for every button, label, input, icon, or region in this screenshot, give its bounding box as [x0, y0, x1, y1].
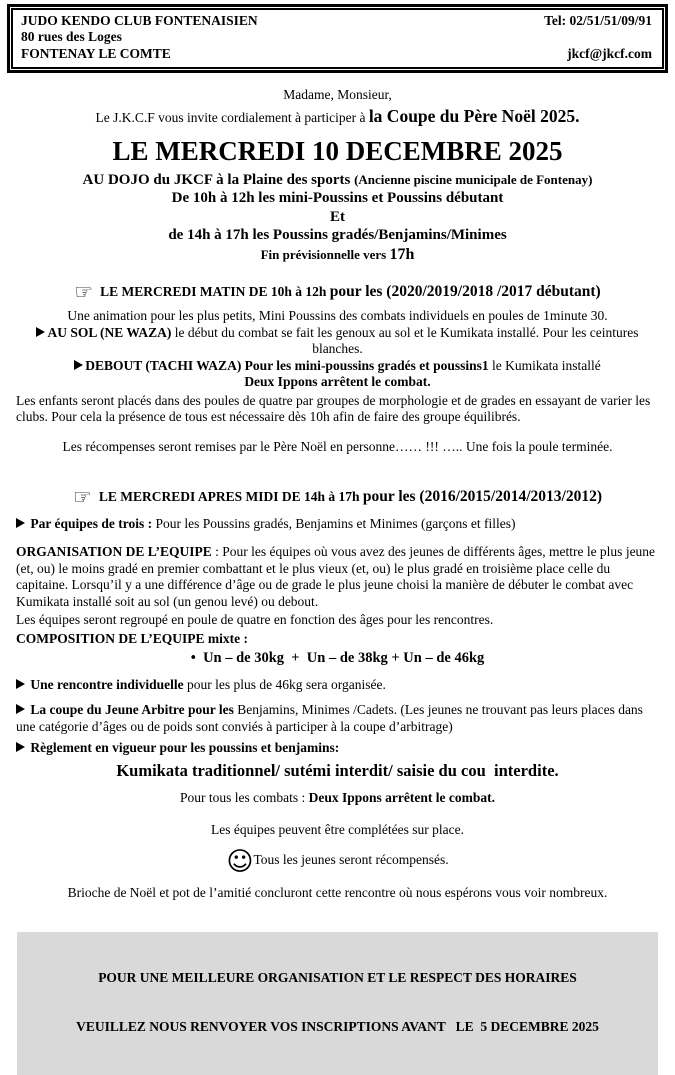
letterhead-inner [11, 8, 664, 69]
individual-text: pour les plus de 46kg sera organisée. [183, 676, 386, 692]
footer-notice [17, 932, 658, 1075]
invitation-line [0, 106, 675, 127]
young-referee-line [16, 702, 659, 735]
invitation-text: Le J.K.C.F vous invite cordialement à participer à [95, 109, 369, 125]
club-phone: Tel: 02/51/51/09/91 [544, 13, 652, 28]
rules-line [16, 740, 659, 756]
footer-line-1: POUR UNE MEILLEURE ORGANISATION ET LE RESPECT DES HORAIRES [98, 969, 577, 985]
teams-of-three-text: Pour les Poussins gradés, Benjamins et Minimes (garçons et filles) [152, 515, 516, 531]
schedule-and: Et [330, 208, 345, 225]
document-page [0, 4, 675, 1035]
page-title: LE MERCREDI 10 DECEMBRE 2025 [112, 136, 563, 167]
kumikata-rule: Kumikata traditionnel/ sutémi interdit/ saisie du cou interdite. [116, 760, 559, 780]
teams-pools-line: Les équipes seront regroupé en poule de quatre en fonction des âges pour les rencontres. [16, 612, 494, 628]
bullet-icon: • [190, 650, 196, 667]
end-time-prefix: Fin prévisionnelle vers [260, 247, 390, 263]
morning-section-title: LE MERCREDI MATIN DE 10h à 12h [100, 283, 330, 299]
arrowhead-icon [74, 360, 83, 370]
closing-line: Brioche de Noël et pot de l’amitié concluront cette rencontre où nous espérons vous voir nombreux. [67, 885, 608, 901]
young-referee-text: Benjamins, Minimes /Cadets. (Les jeunes ne trouvant pas leurs places dans une catégorie d’âges ou de poids sont conviés à participer à la coupe d’arbitrage) [16, 702, 643, 734]
ne-waza-text: le début du combat se fait les genoux au sol et le Kumikata installé. Pour les ceintures blanches. [171, 324, 639, 357]
pools-paragraph: Les enfants seront placés dans des poules de quatre par groupes de morphologie et de grades en essayant de varier les clubs. Pour cela la présence de tous est nécessaire dès 10h afin de faire des groupe équilibrés. [16, 392, 651, 425]
morning-section-years: pour les (2020/2019/2018 /2017 débutant) [329, 282, 601, 300]
arrowhead-icon [16, 518, 25, 528]
all-fights-rule: Deux Ippons arrêtent le combat. [308, 789, 495, 805]
morning-section-header [0, 280, 675, 306]
salutation: Madame, Monsieur, [283, 87, 392, 103]
tachi-waza-line [14, 358, 661, 374]
composition-weights [196, 650, 203, 666]
composition-bullet-text: Un – de 30kg + Un – de 38kg + Un – de 46kg [203, 650, 485, 667]
tachi-waza-text: le Kumikata installé [488, 357, 601, 373]
club-email: jkcf@jkcf.com [567, 45, 652, 61]
letterhead-left [21, 13, 258, 62]
composition-label: COMPOSITION DE L’EQUIPE mixte : [16, 630, 249, 646]
pointing-hand-icon: ☞ [74, 279, 94, 304]
arrowhead-icon [36, 327, 45, 337]
arrowhead-icon [16, 679, 25, 689]
arrowhead-icon [16, 704, 25, 714]
event-name: la Coupe du Père Noël 2025. [368, 105, 580, 126]
rules-label: Règlement en vigueur pour les poussins et benjamins: [27, 740, 340, 756]
tachi-waza-label: DEBOUT (TACHI WAZA) Pour les mini-poussins gradés et poussins1 [85, 357, 489, 373]
club-city: FONTENAY LE COMTE [21, 45, 171, 61]
organisation-label: ORGANISATION DE L’EQUIPE [16, 544, 212, 560]
afternoon-section-header [0, 485, 675, 511]
end-time-line [0, 245, 675, 265]
afternoon-section-years: pour les (2016/2015/2014/2013/2012) [362, 488, 602, 506]
letterhead-box [7, 4, 668, 73]
club-name: JUDO KENDO CLUB FONTENAISIEN [21, 13, 258, 28]
all-fights-line [0, 790, 675, 806]
ne-waza-label: AU SOL (NE WAZA) [47, 324, 172, 340]
individual-label: Une rencontre individuelle [27, 676, 184, 692]
all-fights-text: Pour tous les combats : [180, 789, 309, 805]
individual-line [16, 677, 659, 693]
composition-bullet-line [0, 650, 675, 668]
footer-line-2: VEUILLEZ NOUS RENVOYER VOS INSCRIPTIONS AVANT LE 5 DECEMBRE 2025 [76, 1019, 599, 1035]
teams-complete-line: Les équipes peuvent être complétées sur place. [210, 822, 465, 838]
venue-line [0, 171, 675, 189]
two-ippons-rule: Deux Ippons arrêtent le combat. [244, 374, 431, 390]
end-time-value: 17h [389, 246, 415, 264]
teams-of-three-line [16, 516, 659, 532]
afternoon-section-title: LE MERCREDI APRES MIDI DE 14h à 17h [98, 489, 363, 505]
rewarded-line [0, 847, 675, 879]
arrowhead-icon [16, 742, 25, 752]
smiley-icon: ☺ [226, 846, 254, 877]
young-referee-label: La coupe du Jeune Arbitre pour les [27, 702, 234, 718]
teams-of-three-label: Par équipes de trois : [27, 515, 153, 531]
organisation-text: : Pour les équipes où vous avez des jeunes de différents âges, mettre le plus jeune (et, ou) le moins gradé en premier combattant et le plus vieux (et, ou) le plus gradé en troisième place celle du capitaine. Lorsqu’il y a une différence d’âge ou de grade le plus jeune choisi la manière de débuter le combat avec Kumikata installé soit au sol (un genou levé) ou debout. [16, 544, 656, 609]
organisation-paragraph [16, 544, 659, 610]
letterhead-right [544, 13, 652, 62]
schedule-afternoon: de 14h à 17h les Poussins gradés/Benjamins/Minimes [168, 227, 507, 244]
pointing-hand-icon: ☞ [73, 485, 92, 510]
schedule-morning: De 10h à 12h les mini-Poussins et Poussins débutant [171, 190, 504, 207]
venue-note: (Ancienne piscine municipale de Fontenay) [354, 172, 593, 188]
morning-intro: Une animation pour les plus petits, Mini Poussins des combats individuels en poules de 1minute 30. [67, 308, 608, 324]
rewarded-text: Tous les jeunes seront récompensés. [253, 851, 449, 867]
club-address: 80 rues des Loges [21, 29, 122, 45]
rewards-line: Les récompenses seront remises par le Père Noël en personne…… !!! ….. Une fois la poule terminée. [62, 438, 613, 454]
venue-main: AU DOJO du JKCF à la Plaine des sports [82, 172, 355, 189]
ne-waza-line [14, 325, 661, 358]
